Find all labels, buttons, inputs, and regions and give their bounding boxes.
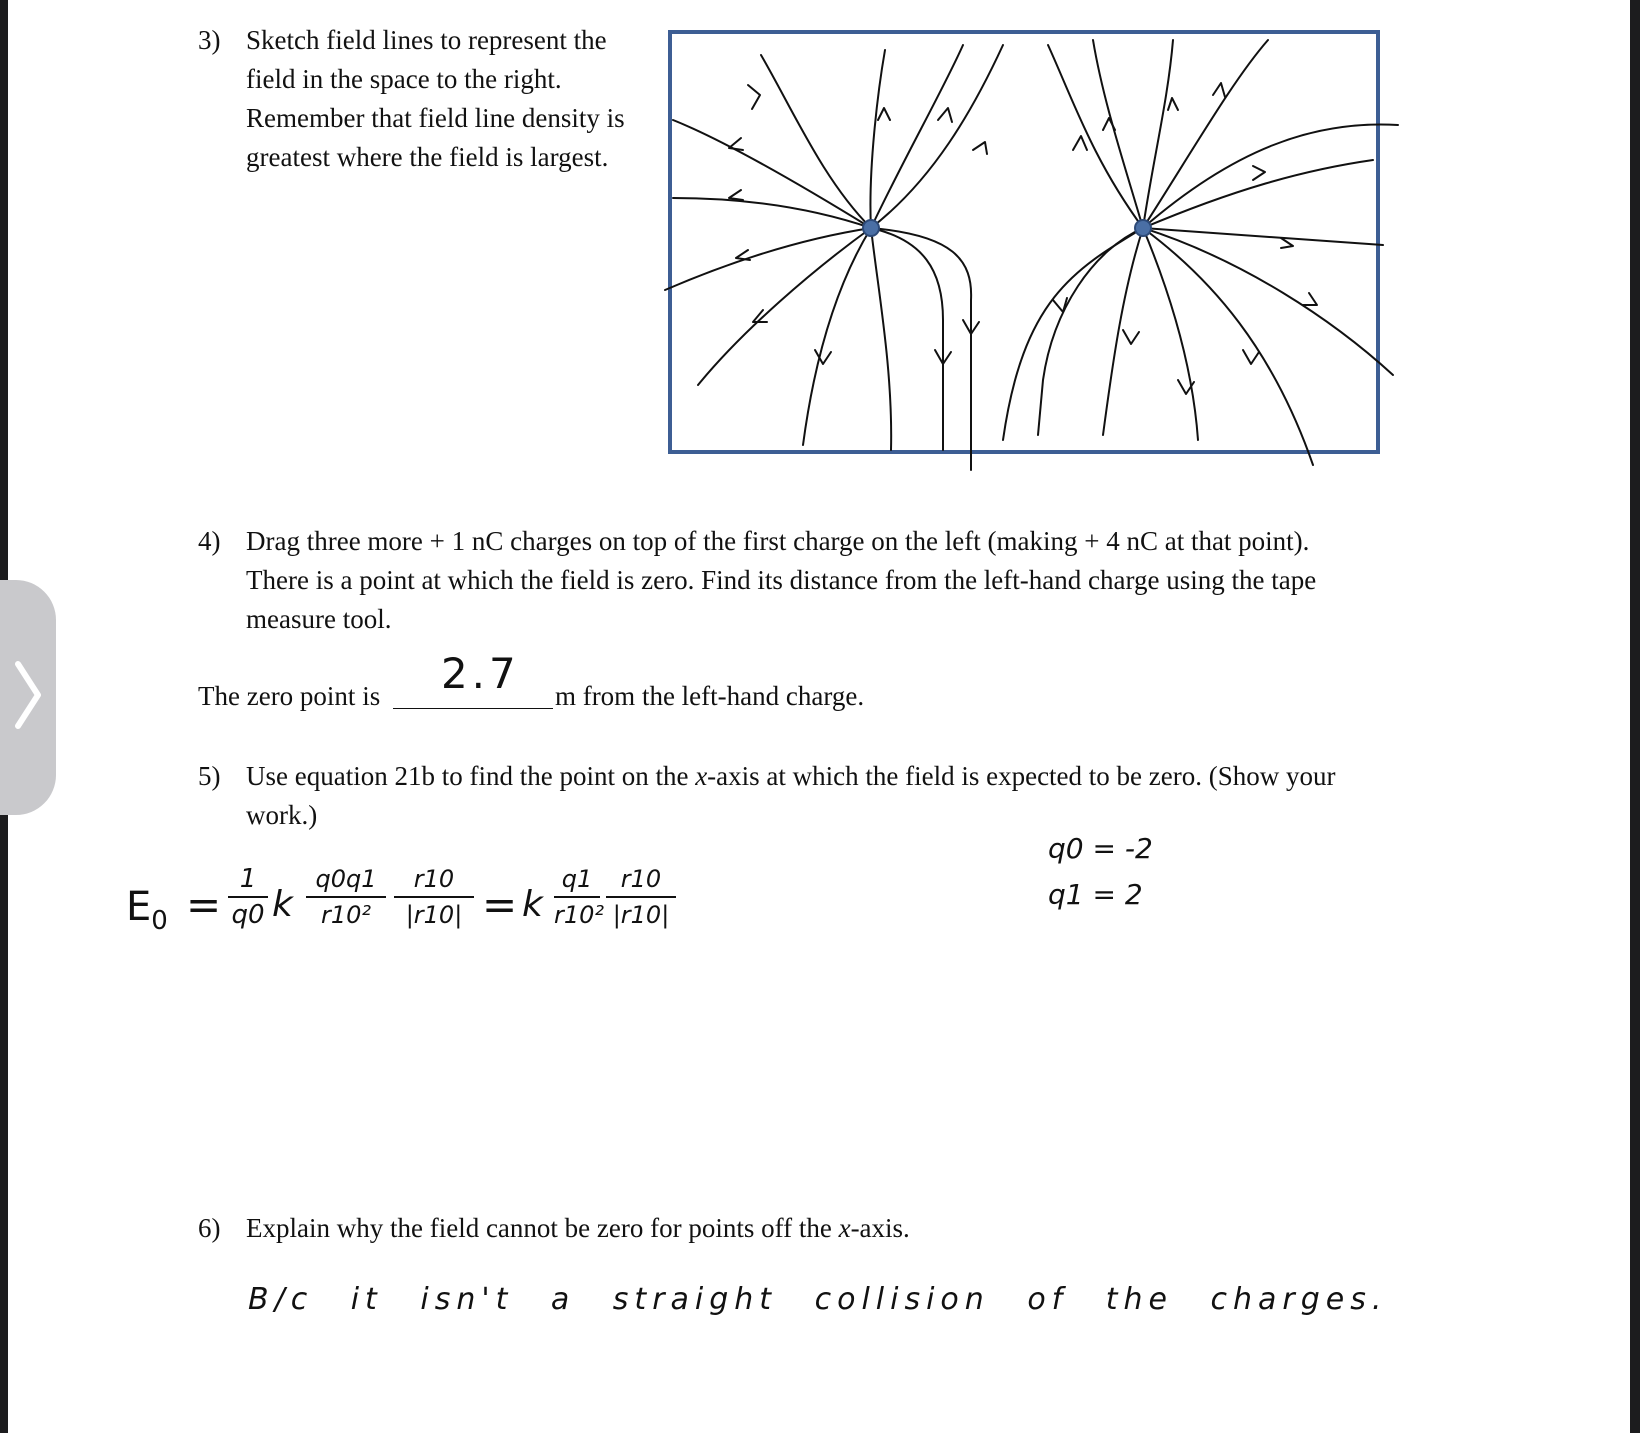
- field-line: [1143, 228, 1383, 245]
- field-arrow: [1168, 98, 1178, 110]
- frac5-num: r10: [606, 862, 676, 898]
- q5-variable: x: [695, 761, 708, 791]
- field-line: [673, 120, 871, 228]
- field-line: [665, 228, 871, 290]
- q6-text-part: Explain why the field cannot be zero for points off the: [246, 1213, 839, 1243]
- question-4-answer: [198, 649, 865, 716]
- side-panel-tab[interactable]: [0, 580, 56, 815]
- frac3-num: r10: [394, 862, 474, 898]
- question-6-number: 6): [198, 1213, 221, 1243]
- work-equals-2: =: [482, 880, 518, 929]
- field-line: [761, 55, 871, 228]
- field-line: [673, 198, 871, 228]
- work-frac3: [394, 862, 474, 932]
- work-frac5: [606, 862, 676, 932]
- work-lhs-symbol: E: [126, 884, 152, 930]
- question-5-text: [246, 757, 1335, 835]
- question-5-number: 5): [198, 761, 221, 791]
- field-lines-sketch: [653, 20, 1413, 490]
- work-k1: k: [272, 884, 293, 925]
- sketch-box: [670, 32, 1378, 452]
- question-4-line: measure tool.: [246, 604, 392, 634]
- question-3-number: 3): [198, 25, 221, 55]
- frac1-den: q0: [231, 900, 265, 930]
- frac2-num: q0q1: [306, 862, 386, 898]
- frac3-den: |r10|: [405, 901, 463, 929]
- work-k2: k: [522, 884, 543, 925]
- q5-text-part: Use equation 21b to find the point on the: [246, 761, 696, 791]
- question-5-line: [246, 757, 1335, 796]
- question-3-line: field in the space to the right.: [246, 64, 562, 94]
- field-line: [871, 228, 943, 450]
- field-line: [870, 50, 885, 228]
- field-arrow: [1243, 350, 1259, 364]
- field-arrow: [1213, 83, 1225, 97]
- frac4-num: q1: [554, 862, 600, 898]
- q5-handwritten-work: [126, 862, 686, 962]
- field-arrow: [729, 138, 743, 150]
- field-arrow: [1303, 293, 1317, 305]
- q6-variable: x: [838, 1213, 851, 1243]
- question-6-text: [246, 1209, 910, 1248]
- right-charge: [1135, 220, 1151, 236]
- field-line: [1038, 228, 1143, 435]
- question-4-line: There is a point at which the field is zero. Find its distance from the left-hand charge using the tape: [246, 565, 1317, 595]
- work-equals: =: [186, 880, 222, 929]
- worksheet-page: [8, 0, 1630, 1433]
- field-line: [1143, 40, 1268, 228]
- field-arrow: [729, 190, 743, 200]
- answer-blank[interactable]: [393, 649, 553, 709]
- work-frac2: [306, 862, 386, 932]
- question-5-line: work.): [246, 800, 318, 830]
- question-6-line: [246, 1209, 910, 1248]
- field-line: [1003, 228, 1143, 440]
- given-q0: q0 = -2: [1048, 832, 1153, 865]
- field-line: [871, 228, 891, 450]
- answer-suffix: m from the left-hand charge.: [554, 681, 865, 711]
- question-4-number: 4): [198, 526, 221, 556]
- field-line: [1143, 228, 1393, 375]
- chevron-right-icon: [14, 660, 42, 730]
- field-line: [698, 228, 871, 385]
- frac1-num: 1: [228, 862, 268, 898]
- field-line: [1143, 228, 1198, 440]
- question-3-line: greatest where the field is largest.: [246, 142, 609, 172]
- left-charge: [863, 220, 879, 236]
- field-arrow: [1073, 136, 1087, 150]
- question-3-line: Sketch field lines to represent the: [246, 25, 607, 55]
- work-frac4: [554, 862, 605, 932]
- work-lhs-sub: 0: [151, 906, 168, 936]
- question-6: [198, 1209, 1458, 1249]
- work-lhs: [126, 884, 168, 936]
- question-6-answer: B/c it isn't a straight collision of the charges.: [248, 1282, 1388, 1317]
- question-3-line: Remember that field line density is: [246, 103, 625, 133]
- field-line: [1143, 40, 1173, 228]
- field-arrow: [1253, 166, 1265, 180]
- question-4-text: [246, 522, 1316, 639]
- question-3-text: [246, 21, 625, 177]
- field-line: [1048, 45, 1143, 228]
- frac2-den: r10²: [320, 901, 372, 929]
- field-line: [803, 228, 871, 445]
- field-arrow: [1281, 238, 1293, 248]
- question-3: [198, 21, 668, 181]
- work-frac1: [228, 862, 268, 932]
- field-line: [871, 45, 963, 228]
- answer-prefix: The zero point is: [198, 681, 381, 711]
- field-arrow: [748, 85, 760, 109]
- given-q1: q1 = 2: [1048, 878, 1143, 911]
- field-arrow: [878, 108, 890, 120]
- frac5-den: |r10|: [612, 901, 670, 929]
- question-4: [198, 522, 1458, 642]
- q6-text-part: -axis.: [850, 1213, 910, 1243]
- field-line: [871, 45, 1003, 228]
- q5-text-part: -axis at which the field is expected to be zero. (Show your: [707, 761, 1336, 791]
- q5-given-values: [1048, 826, 1153, 918]
- field-arrow: [1123, 330, 1139, 344]
- answer-value: 2.7: [440, 649, 520, 698]
- frac4-den: r10²: [554, 901, 605, 929]
- field-arrow: [973, 142, 987, 154]
- field-arrow: [938, 108, 952, 122]
- question-4-line: Drag three more + 1 nC charges on top of the first charge on the left (making + 4 nC at that point).: [246, 526, 1310, 556]
- field-line: [1093, 40, 1143, 228]
- question-5: [198, 757, 1458, 837]
- field-line: [1143, 160, 1373, 228]
